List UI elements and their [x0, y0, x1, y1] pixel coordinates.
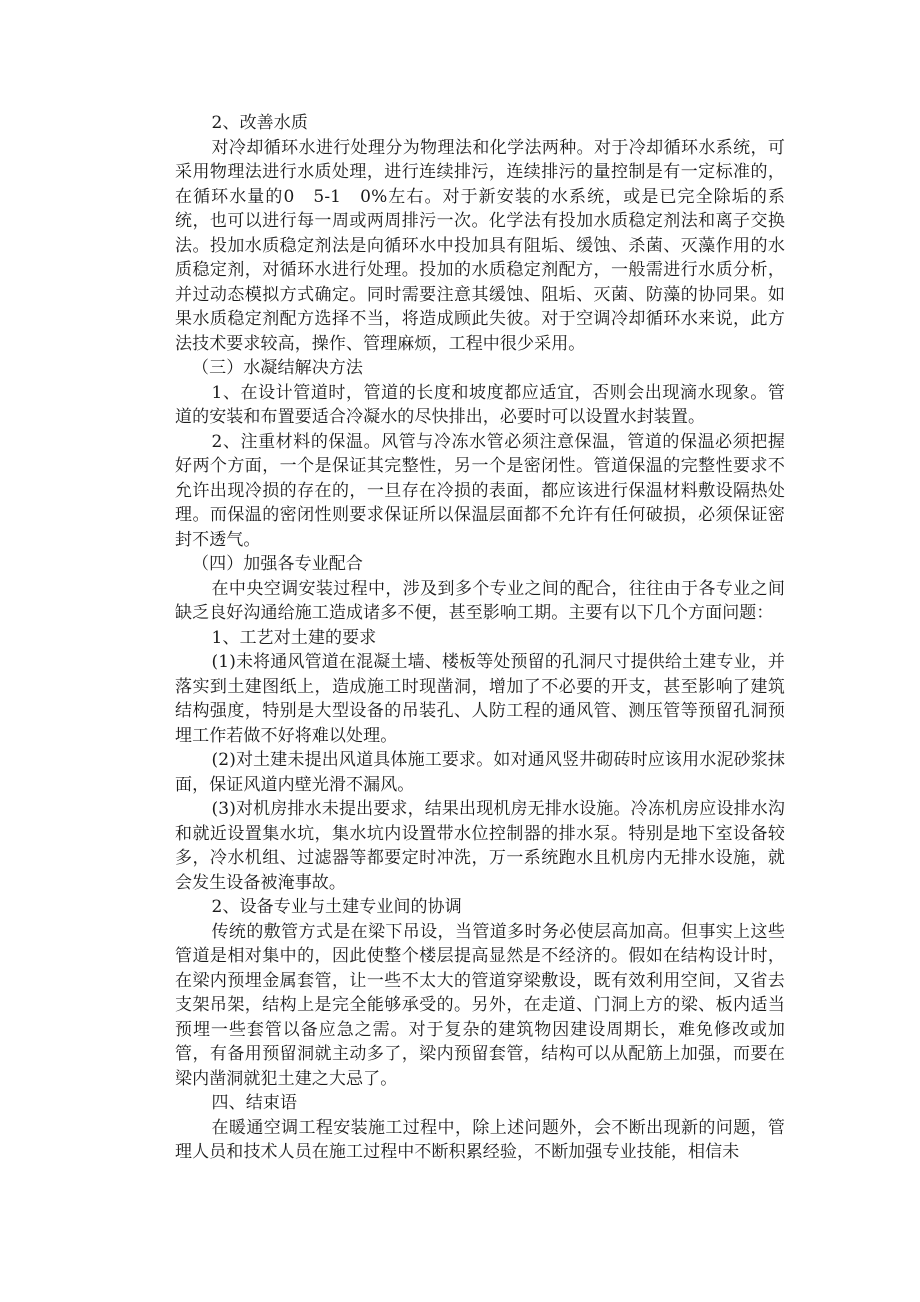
section-heading-coordination: （四）加强各专业配合 — [192, 554, 363, 574]
paragraph-insulation: 2、注重材料的保温。风管与冷冻水管必须注意保温，管道的保温必须把握好两个方面，一个是保证其完整性，另一个是密闭性。管道保温的完整性要求不允许出现冷损的存在的，一旦存在冷损的表面，都应该进行保温材料敷设隔热处理。而保温的密闭性则要求保证所以保温层面都不允许有任何破损，必须保证密封不透气。 — [175, 431, 785, 550]
section-heading-condensation: （三）水凝结解决方法 — [192, 358, 363, 378]
document-body — [175, 111, 785, 1165]
paragraph-item-3: (3)对机房排水未提出要求，结果出现机房无排水设施。冷冻机房应设排水沟和就近设置集水坑，集水坑内设置带水位控制器的排水泵。特别是地下室设备较多，冷水机组、过滤器等都要定时冲洗，万一系统跑水且机房内无排水设施，就会发生设备被淹事故。 — [175, 799, 785, 893]
subheading-improve-water-quality: 2、改善水质 — [211, 113, 308, 133]
subheading-process-requirements: 1、工艺对土建的要求 — [211, 627, 377, 648]
paragraph-pipe-design: 1、在设计管道时，管道的长度和坡度都应适宜，否则会出现滴水现象。管道的安装和布置要适合冷凝水的尽快排出，必要时可以设置水封装置。 — [175, 382, 785, 427]
paragraph-conclusion: 在暖通空调工程安装施工过程中，除上述问题外，会不断出现新的问题，管理人员和技术人员在施工过程中不断积累经验，不断加强专业技能，相信未 — [175, 1117, 785, 1162]
subheading-equipment-civil: 2、设备专业与土建专业间的协调 — [211, 897, 462, 917]
paragraph-pipe-laying: 传统的敷管方式是在梁下吊设，当管道多时务必使层高加高。但事实上这些管道是相对集中的，因此使整个楼层提高显然是不经济的。假如在结构设计时，在梁内预埋金属套管，让一些不太大的管道穿梁敷设，既有效利用空间，又省去支架吊架，结构上是完全能够承受的。另外，在走道、门洞上方的梁、板内适当预埋一些套管以备应急之需。对于复杂的建筑物因建设周期长，难免修改或加管，有备用预留洞就主动多了，梁内预留套管，结构可以从配筋上加强，而要在梁内凿洞就犯土建之大忌了。 — [175, 921, 785, 1089]
paragraph-item-1: (1)未将通风管道在混凝土墙、楼板等处预留的孔洞尺寸提供给土建专业，并落实到土建图纸上，造成施工时现凿洞，增加了不必要的开支，甚至影响了建筑结构强度，特别是大型设备的吊装孔、人防工程的通风管、测压管等预留孔洞预埋工作若做不好将难以处理。 — [175, 652, 785, 746]
subheading-conclusion: 四、结束语 — [211, 1093, 298, 1113]
paragraph-coordination-intro: 在中央空调安装过程中，涉及到多个专业之间的配合，往往由于各专业之间缺乏良好沟通给施工造成诸多不便，甚至影响工期。主要有以下几个方面问题： — [175, 578, 785, 623]
paragraph-water-treatment: 对冷却循环水进行处理分为物理法和化学法两种。对于冷却循环水系统，可采用物理法进行水质处理，进行连续排污，连续排污的量控制是有一定标准的，在循环水量的0 5-1 0%左右。对于新安装的水系统，或是已完全除垢的系统，也可以进行每一周或两周排污一次。化学法有投加水质稳定剂法和离子交换法。投加水质稳定剂法是向循环水中投加具有阻垢、缓蚀、杀菌、灭藻作用的水质稳定剂，对循环水进行处理。投加的水质稳定剂配方，一般需进行水质分析，并过动态模拟方式确定。同时需要注意其缓蚀、阻垢、灭菌、防藻的协同果。如果水质稳定剂配方选择不当，将造成顾此失彼。对于空调冷却循环水来说，此方法技术要求较高，操作、管理麻烦，工程中很少采用。 — [175, 137, 785, 354]
paragraph-item-2: (2)对土建未提出风道具体施工要求。如对通风竖井砌砖时应该用水泥砂浆抹面，保证风道内壁光滑不漏风。 — [175, 750, 785, 795]
